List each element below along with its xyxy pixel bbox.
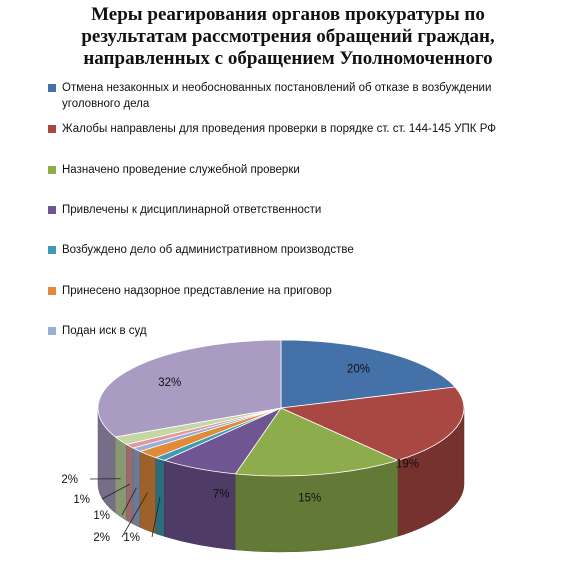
legend-label: Возбуждено дело об административном производстве: [62, 244, 354, 256]
data-label: 1%: [93, 510, 110, 522]
pie-slice-side: [126, 444, 132, 524]
pie-slice-side: [164, 460, 235, 549]
legend-label: Жалобы направлены для проведения проверки в порядке ст. ст. 144-145 УПК РФ: [62, 123, 496, 135]
data-label: 2%: [61, 474, 78, 486]
data-label: 15%: [298, 492, 322, 505]
legend-label: Отмена незаконных и необоснованных постановлений об отказе в возбуждении уголовного дела: [62, 82, 492, 110]
data-label: 1%: [123, 532, 140, 544]
pie-slice-side: [156, 458, 165, 537]
data-label: 19%: [396, 458, 420, 471]
data-label: 32%: [158, 376, 182, 389]
pie-slices: [98, 340, 464, 476]
legend-label: Принесено надзорное представление на приговор: [62, 285, 332, 297]
chart-title-line-2: результатам рассмотрения обращений граждан,: [81, 26, 495, 47]
data-label: 7%: [212, 488, 230, 501]
chart-title-line-3: направленных с обращением Уполномоченного: [83, 48, 493, 69]
chart-title-line-1: Меры реагирования органов прокуратуры по: [91, 4, 485, 25]
data-label: 1%: [73, 494, 90, 506]
legend-label: Подан иск в суд: [62, 325, 147, 337]
data-label: 20%: [346, 363, 370, 376]
legend-label: Назначено проведение служебной проверки: [62, 164, 300, 176]
data-label: 2%: [93, 532, 110, 544]
legend-label: Привлечены к дисциплинарной ответственности: [62, 204, 322, 216]
pie-slice-side: [140, 451, 156, 533]
